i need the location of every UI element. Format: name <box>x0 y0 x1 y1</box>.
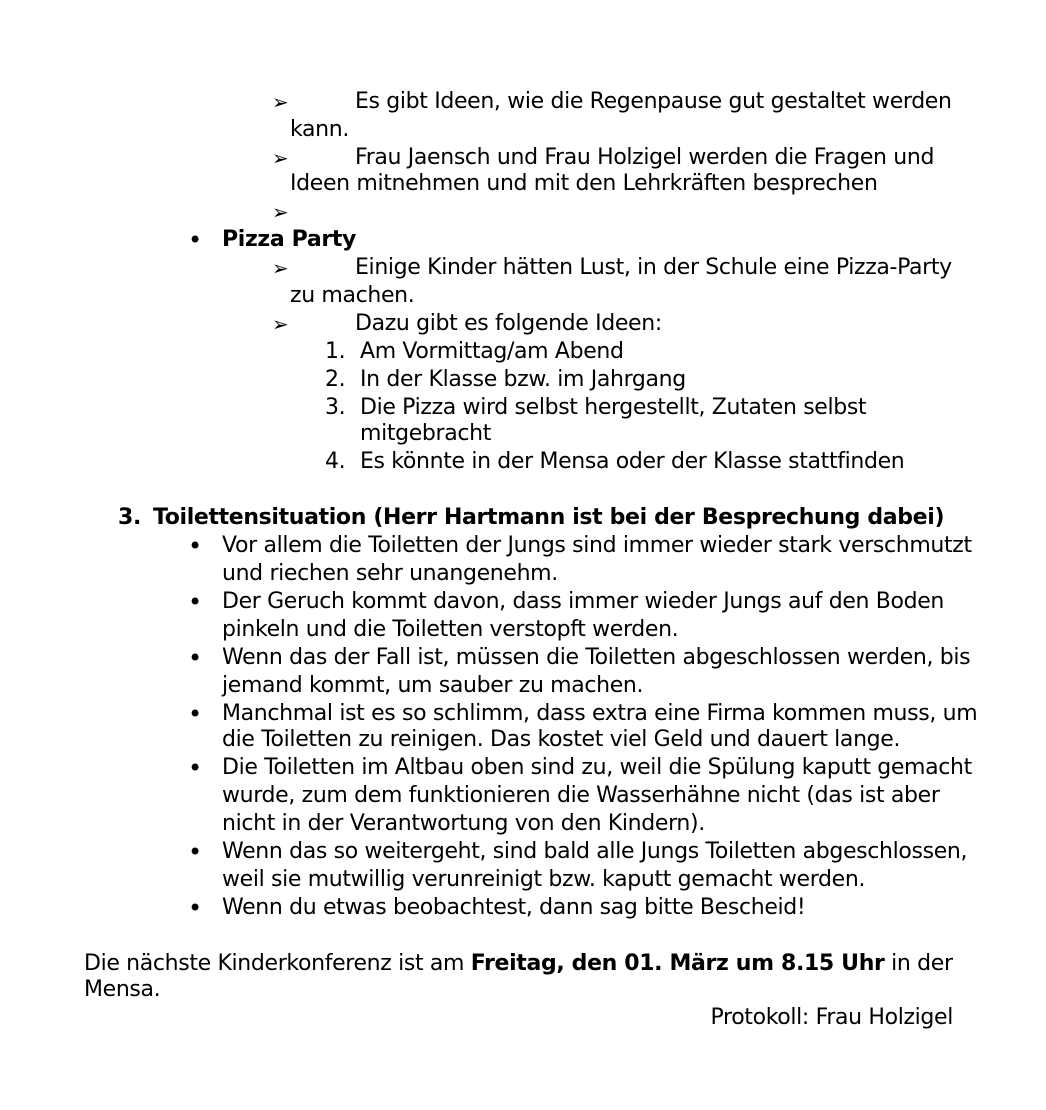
bullet-text: Der Geruch kommt davon, dass immer wieder Jungs auf den Boden <box>222 589 944 614</box>
next-meeting-date: Freitag, den 01. März um 8.15 Uhr <box>470 951 885 976</box>
bullet-text: die Toiletten zu reinigen. Das kostet viel Geld und dauert lange. <box>222 727 901 752</box>
bullet-icon: • <box>188 838 202 866</box>
bullet-text: Wenn das so weitergeht, sind bald alle Jungs Toiletten abgeschlossen, <box>222 839 968 864</box>
list-item-text: Es gibt Ideen, wie die Regenpause gut gestaltet werden <box>355 89 952 114</box>
arrow-bullet-icon: ➢ <box>272 256 289 280</box>
next-meeting-line2: Mensa. <box>84 977 161 1002</box>
bullet-text: weil sie mutwillig verunreinigt bzw. kaputt gemacht werden. <box>222 867 866 892</box>
bullet-icon: • <box>188 644 202 672</box>
next-meeting-line <box>84 950 953 978</box>
section-heading: Toilettensituation (Herr Hartmann ist bei der Besprechung dabei) <box>153 505 945 530</box>
idea-number: 3. <box>325 395 346 420</box>
bullet-text: jemand kommt, um sauber zu machen. <box>222 673 644 698</box>
bullet-text: Die Toiletten im Altbau oben sind zu, weil die Spülung kaputt gemacht <box>222 755 972 780</box>
bullet-text: wurde, zum dem funktionieren die Wasserhähne nicht (das ist aber <box>222 783 940 808</box>
idea-text: In der Klasse bzw. im Jahrgang <box>360 367 686 392</box>
bullet-icon: • <box>188 894 202 922</box>
idea-text: Die Pizza wird selbst hergestellt, Zutaten selbst <box>360 395 867 420</box>
bullet-icon: • <box>188 754 202 782</box>
list-item-text: Einige Kinder hätten Lust, in der Schule eine Pizza-Party <box>355 255 952 280</box>
next-meeting-prefix: Die nächste Kinderkonferenz ist am <box>84 951 471 976</box>
idea-number: 2. <box>325 367 346 392</box>
idea-number: 1. <box>325 339 346 364</box>
list-item-text: kann. <box>290 117 349 142</box>
list-item-text: Ideen mitnehmen und mit den Lehrkräften besprechen <box>290 171 878 196</box>
arrow-bullet-icon: ➢ <box>272 146 289 170</box>
bullet-icon: • <box>188 588 202 616</box>
section-number: 3. <box>118 505 141 530</box>
idea-number: 4. <box>325 449 346 474</box>
idea-text: mitgebracht <box>360 421 491 446</box>
bullet-text: und riechen sehr unangenehm. <box>222 561 558 586</box>
bullet-text: nicht in der Verantwortung von den Kindern). <box>222 811 705 836</box>
idea-text: Am Vormittag/am Abend <box>360 339 624 364</box>
arrow-bullet-icon: ➢ <box>272 200 289 224</box>
list-item-text: zu machen. <box>290 283 415 308</box>
protocol-author: Protokoll: Frau Holzigel <box>710 1005 953 1030</box>
bullet-text: Manchmal ist es so schlimm, dass extra eine Firma kommen muss, um <box>222 701 978 726</box>
idea-text: Es könnte in der Mensa oder der Klasse stattfinden <box>360 449 905 474</box>
bullet-text: pinkeln und die Toiletten verstopft werden. <box>222 617 679 642</box>
pizza-heading: Pizza Party <box>222 227 357 252</box>
bullet-icon: • <box>188 532 202 560</box>
bullet-icon: • <box>188 226 202 254</box>
arrow-bullet-icon: ➢ <box>272 90 289 114</box>
bullet-text: Wenn das der Fall ist, müssen die Toiletten abgeschlossen werden, bis <box>222 645 971 670</box>
list-item-text: Frau Jaensch und Frau Holzigel werden die Fragen und <box>355 145 935 170</box>
arrow-bullet-icon: ➢ <box>272 312 289 336</box>
list-item-text: Dazu gibt es folgende Ideen: <box>355 311 662 336</box>
bullet-text: Vor allem die Toiletten der Jungs sind immer wieder stark verschmutzt <box>222 533 972 558</box>
next-meeting-suffix: in der <box>884 951 953 976</box>
bullet-icon: • <box>188 700 202 728</box>
bullet-text: Wenn du etwas beobachtest, dann sag bitte Bescheid! <box>222 895 806 920</box>
